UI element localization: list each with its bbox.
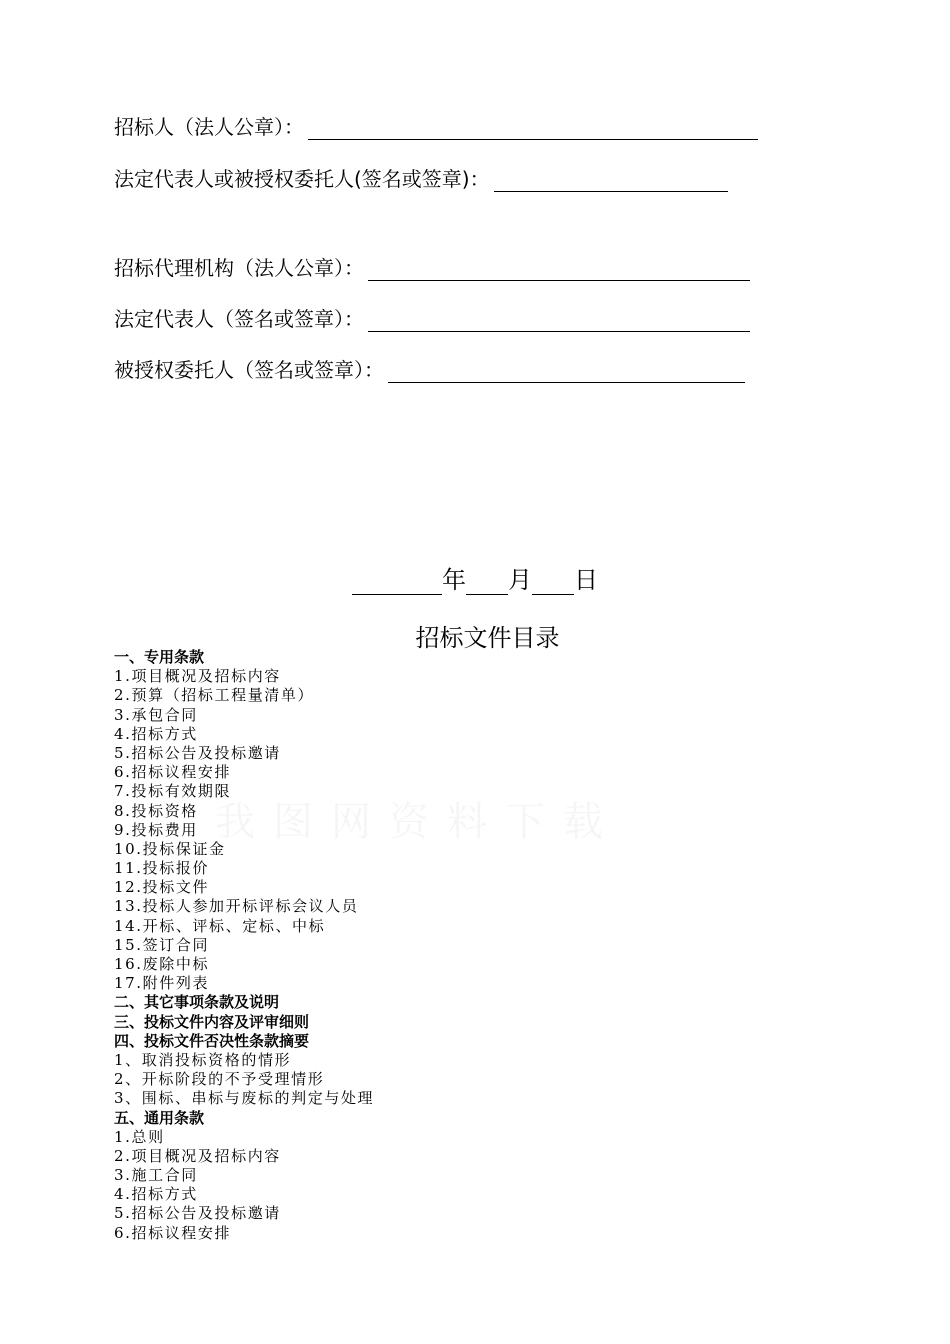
legal-rep-or-agent-blank bbox=[494, 169, 728, 192]
toc-item: 1.项目概况及招标内容 bbox=[114, 667, 281, 686]
legal-rep-label: 法定代表人（签名或签章）： bbox=[114, 307, 364, 331]
toc-item: 3、围标、串标与废标的判定与处理 bbox=[114, 1089, 375, 1108]
date-line bbox=[0, 560, 950, 595]
toc-item: 12.投标文件 bbox=[114, 878, 210, 897]
toc-item: 6.招标议程安排 bbox=[114, 763, 232, 782]
agency-seal-line bbox=[114, 251, 750, 281]
toc-list bbox=[114, 648, 814, 1243]
tenderer-seal-line bbox=[114, 110, 758, 140]
authorized-agent-line bbox=[114, 353, 745, 383]
agency-seal-blank bbox=[368, 258, 750, 281]
toc-item: 10.投标保证金 bbox=[114, 839, 226, 858]
toc-item: 17.附件列表 bbox=[114, 974, 210, 993]
toc-item: 13.投标人参加开标评标会议人员 bbox=[114, 897, 359, 916]
day-blank bbox=[532, 570, 574, 595]
legal-rep-or-agent-line bbox=[114, 162, 728, 192]
toc-section-heading: 二、其它事项条款及说明 bbox=[114, 993, 280, 1012]
toc-item: 4.招标方式 bbox=[114, 1185, 198, 1204]
agency-seal-label: 招标代理机构（法人公章）： bbox=[114, 256, 364, 280]
tenderer-seal-blank bbox=[308, 117, 758, 140]
legal-rep-line bbox=[114, 302, 750, 332]
legal-rep-or-agent-label: 法定代表人或被授权委托人(签名或签章)： bbox=[114, 167, 490, 191]
toc-item: 11.投标报价 bbox=[114, 859, 210, 878]
toc-item: 6.招标议程安排 bbox=[114, 1223, 232, 1242]
day-label: 日 bbox=[574, 566, 598, 594]
toc-item: 14.开标、评标、定标、中标 bbox=[114, 916, 326, 935]
toc-section-heading: 四、投标文件否决性条款摘要 bbox=[114, 1031, 310, 1050]
toc-section-heading: 五、通用条款 bbox=[114, 1108, 205, 1127]
authorized-agent-blank bbox=[388, 360, 745, 383]
toc-section-heading: 一、专用条款 bbox=[114, 648, 205, 666]
toc-item: 1、取消投标资格的情形 bbox=[114, 1050, 292, 1069]
toc-item: 2.项目概况及招标内容 bbox=[114, 1146, 281, 1165]
year-blank bbox=[352, 570, 442, 595]
toc-item: 2.预算（招标工程量清单） bbox=[114, 686, 315, 705]
authorized-agent-label: 被授权委托人（签名或签章）： bbox=[114, 358, 384, 382]
toc-item: 2、开标阶段的不予受理情形 bbox=[114, 1070, 325, 1089]
toc-item: 3.施工合同 bbox=[114, 1166, 198, 1185]
legal-rep-blank bbox=[368, 309, 750, 332]
toc-item: 16.废除中标 bbox=[114, 955, 210, 973]
toc-item: 4.招标方式 bbox=[114, 724, 198, 743]
toc-item: 5.招标公告及投标邀请 bbox=[114, 1204, 281, 1223]
toc-title: 招标文件目录 bbox=[415, 624, 560, 652]
toc-item: 3.承包合同 bbox=[114, 705, 198, 724]
month-label: 月 bbox=[508, 566, 532, 594]
toc-item: 5.招标公告及投标邀请 bbox=[114, 743, 281, 762]
toc-item: 9.投标费用 bbox=[114, 820, 198, 839]
toc-item: 15.签订合同 bbox=[114, 935, 210, 954]
toc-item: 8.投标资格 bbox=[114, 801, 198, 820]
year-label: 年 bbox=[442, 566, 466, 594]
toc-item: 7.投标有效期限 bbox=[114, 782, 232, 801]
month-blank bbox=[466, 570, 508, 595]
tenderer-seal-label: 招标人（法人公章）： bbox=[114, 115, 304, 139]
toc-section-heading: 三、投标文件内容及评审细则 bbox=[114, 1012, 310, 1031]
toc-item: 1.总则 bbox=[114, 1127, 165, 1146]
